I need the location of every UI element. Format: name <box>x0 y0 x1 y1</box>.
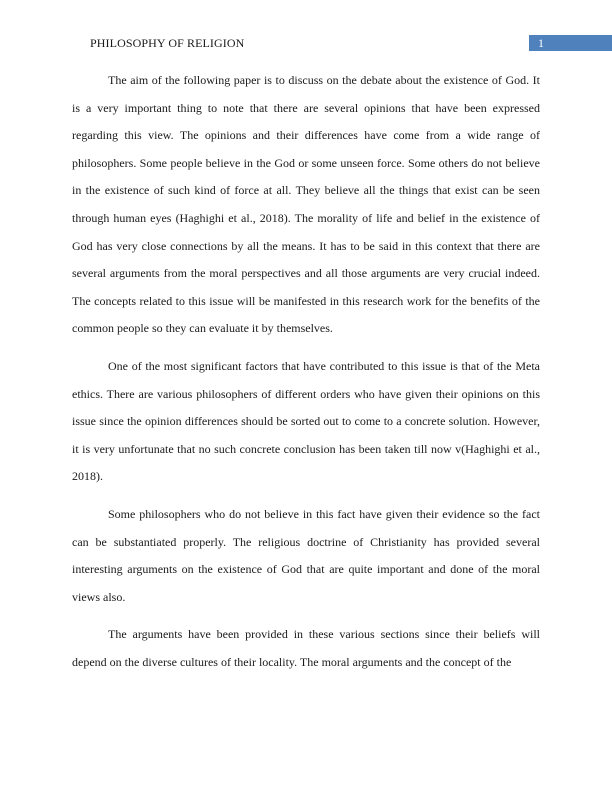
page-number: 1 <box>538 36 544 50</box>
running-header-title: PHILOSOPHY OF RELIGION <box>90 36 245 50</box>
body-paragraph-2: One of the most significant factors that have contributed to this issue is that of the Meta ethics. There are various philosophers of different orders who have given their opinions on this issue since the opinion differences should be sorted out to come to a concrete solution. However, it is very unfortunate that no such concrete conclusion has been taken till now v(Haghighi et al., 2018). <box>72 358 540 484</box>
body-paragraph-4: The arguments have been provided in these various sections since their beliefs will depend on the diverse cultures of their locality. The moral arguments and the concept of the <box>72 627 540 669</box>
body-paragraph-3: Some philosophers who do not believe in this fact have given their evidence so the fact can be substantiated properly. The religious doctrine of Christianity has provided several interesting arguments on the existence of God that are quite important and done of the moral views also. <box>72 506 540 604</box>
page-number-badge <box>529 35 612 51</box>
body-paragraph-1: The aim of the following paper is to discuss on the debate about the existence of God. It is a very important thing to note that there are several opinions that have been expressed regarding this view. The opinions and their differences have come from a wide range of philosophers. Some people believe in the God or some unseen force. Some others do not believe in the existence of such kind of force at all. They believe all the things that exist can be seen through human eyes (Haghighi et al., 2018). The morality of life and belief in the existence of God has very close connections by all the means. It has to be said in this context that there are several arguments from the moral perspectives and all those arguments are very crucial indeed. The concepts related to this issue will be manifested in this research work for the benefits of the common people so they can evaluate it by themselves. <box>72 73 540 336</box>
document-body <box>72 67 540 676</box>
